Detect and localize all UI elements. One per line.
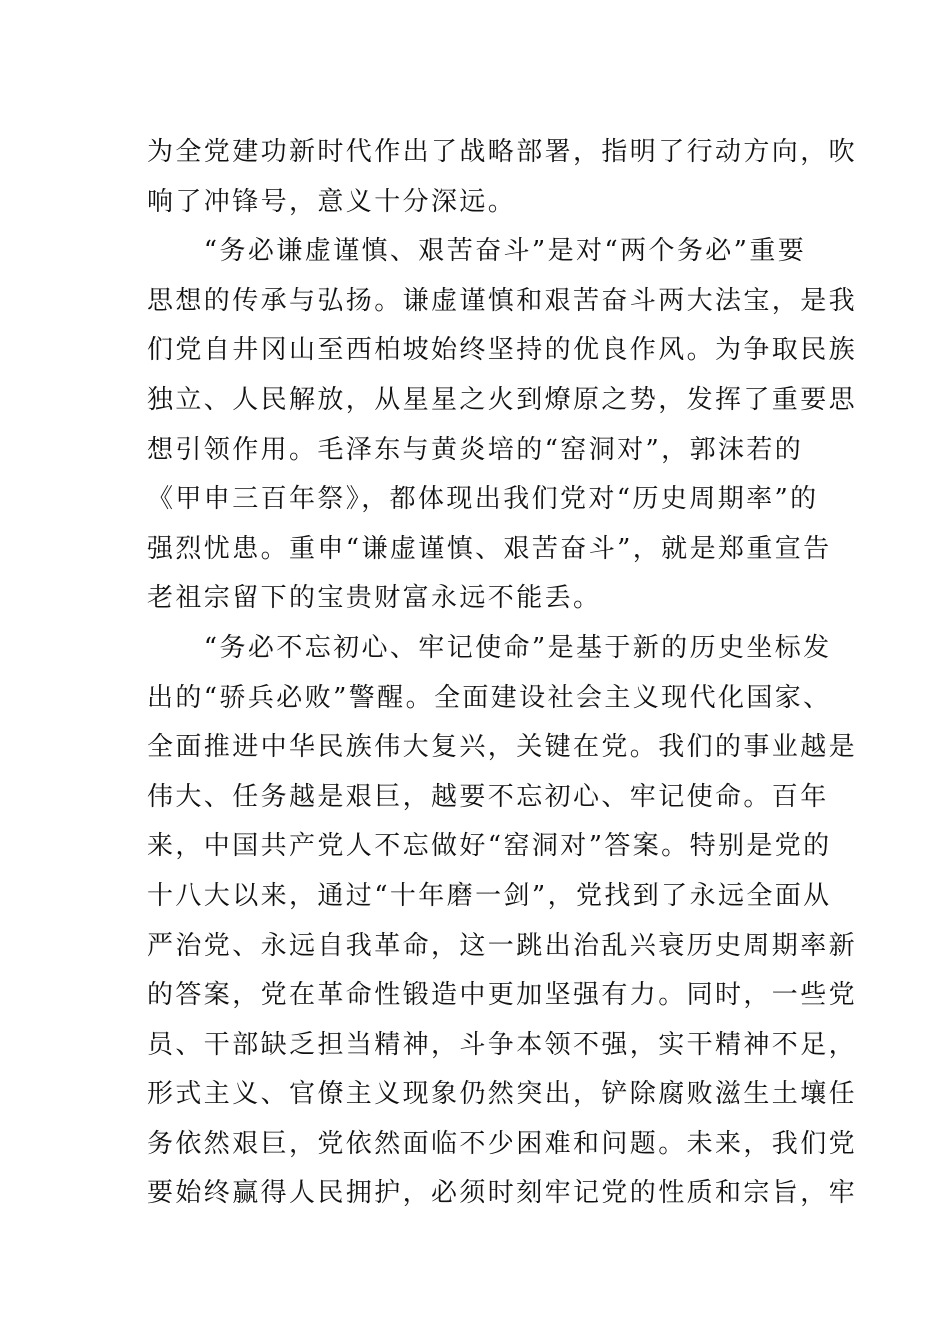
document-body xyxy=(147,128,858,1219)
text-line: 形式主义、官僚主义现象仍然突出，铲除腐败滋生土壤任 xyxy=(147,1079,858,1110)
text-line: 《甲申三百年祭》，都体现出我们党对“历史周期率”的 xyxy=(147,484,819,515)
text-line: 的答案，党在革命性锻造中更加坚强有力。同时，一些党 xyxy=(147,980,858,1011)
text-line: 伟大、任务越是艰巨，越要不忘初心、牢记使命。百年 xyxy=(147,781,829,812)
text-line: 严治党、永远自我革命，这一跳出治乱兴衰历史周期率新 xyxy=(147,930,858,961)
text-line: 响了冲锋号，意义十分深远。 xyxy=(147,186,517,217)
text-line: 为全党建功新时代作出了战略部署，指明了行动方向，吹 xyxy=(147,137,858,167)
text-line: 务依然艰巨，党依然面临不少困难和问题。未来，我们党 xyxy=(147,1128,858,1159)
text-line: 十八大以来，通过“十年磨一剑”，党找到了永远全面从 xyxy=(147,880,832,911)
text-line: 来，中国共产党人不忘做好“窑洞对”答案。特别是党的 xyxy=(147,831,832,862)
text-line: 独立、人民解放，从星星之火到燎原之势，发挥了重要思 xyxy=(147,384,858,415)
text-line: 要始终赢得人民拥护，必须时刻牢记党的性质和宗旨，牢 xyxy=(147,1178,858,1209)
text-line: 思想的传承与弘扬。谦虚谨慎和艰苦奋斗两大法宝，是我 xyxy=(147,285,858,316)
paragraph-first-line: “务必不忘初心、牢记使命”是基于新的历史坐标发 xyxy=(147,632,832,663)
paragraph-first-line: “务必谦虚谨慎、艰苦奋斗”是对“两个务必”重要 xyxy=(147,236,807,267)
text-line: 出的“骄兵必败”警醒。全面建设社会主义现代化国家、 xyxy=(147,682,832,713)
text-line: 想引领作用。毛泽东与黄炎培的“窑洞对”，郭沫若的 xyxy=(147,434,804,465)
text-line: 强烈忧患。重申“谦虚谨慎、艰苦奋斗”，就是郑重宣告 xyxy=(147,533,832,564)
text-line: 们党自井冈山至西柏坡始终坚持的优良作风。为争取民族 xyxy=(147,335,858,366)
text-line: 员、干部缺乏担当精神，斗争本领不强，实干精神不足， xyxy=(147,1029,858,1060)
text-line: 全面推进中华民族伟大复兴，关键在党。我们的事业越是 xyxy=(147,732,858,763)
text-line: 老祖宗留下的宝贵财富永远不能丢。 xyxy=(147,583,602,614)
